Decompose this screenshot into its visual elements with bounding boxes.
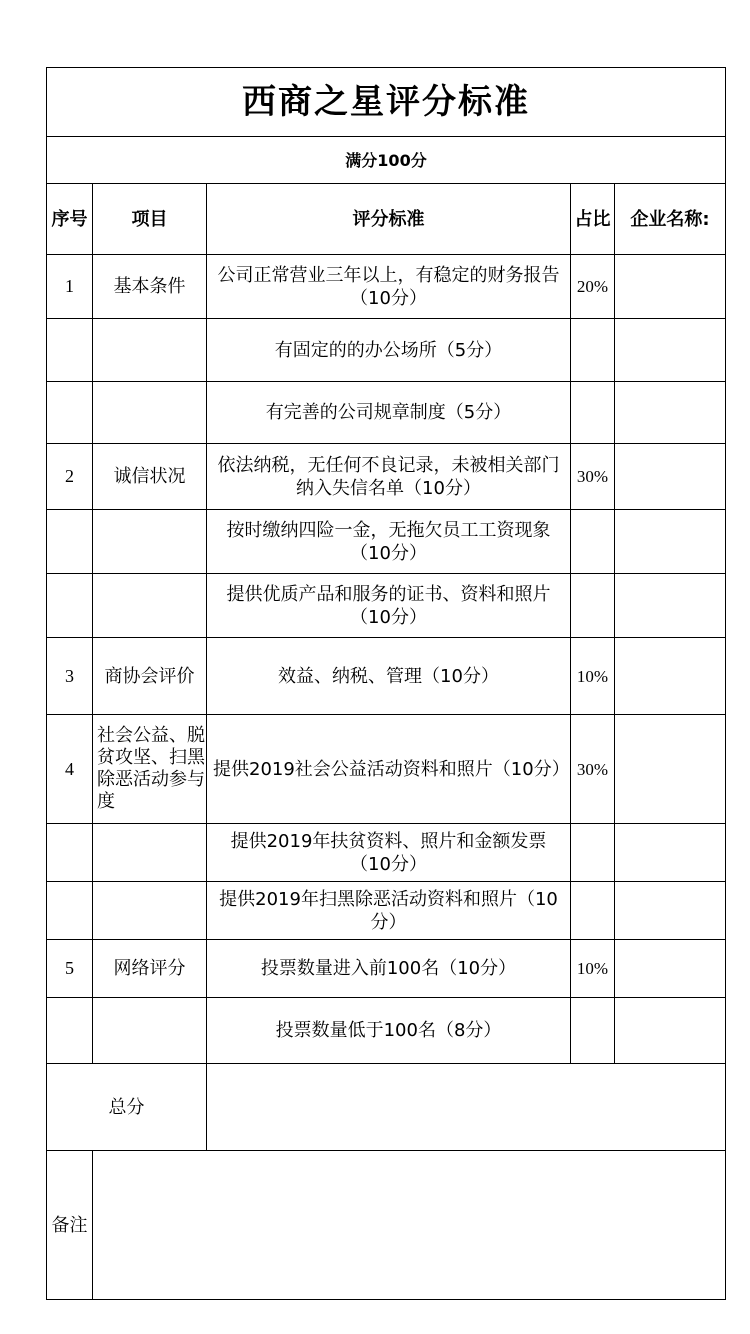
row-no	[47, 824, 93, 882]
full-score-label: 满分100分	[47, 137, 726, 184]
table-row	[47, 444, 726, 510]
row-item: 诚信状况	[93, 444, 207, 510]
scoring-table	[46, 67, 726, 1300]
row-company-cell[interactable]	[615, 715, 726, 824]
row-item	[93, 882, 207, 940]
row-criteria: 依法纳税，无任何不良记录，未被相关部门纳入失信名单（10分）	[207, 444, 571, 510]
row-company-cell[interactable]	[615, 824, 726, 882]
row-criteria: 提供2019年扶贫资料、照片和金额发票（10分）	[207, 824, 571, 882]
row-ratio	[571, 882, 615, 940]
row-item	[93, 574, 207, 638]
row-company-cell[interactable]	[615, 382, 726, 444]
row-ratio	[571, 824, 615, 882]
row-no: 5	[47, 940, 93, 998]
row-company-cell[interactable]	[615, 255, 726, 319]
table-row	[47, 574, 726, 638]
row-no	[47, 574, 93, 638]
row-criteria: 提供2019年扫黑除恶活动资料和照片（10分）	[207, 882, 571, 940]
remarks-content-cell[interactable]	[93, 1151, 726, 1300]
row-item: 网络评分	[93, 940, 207, 998]
row-company-cell[interactable]	[615, 638, 726, 715]
row-ratio	[571, 319, 615, 382]
row-item	[93, 319, 207, 382]
row-company-cell[interactable]	[615, 574, 726, 638]
row-criteria: 有固定的的办公场所（5分）	[207, 319, 571, 382]
row-no	[47, 510, 93, 574]
total-label: 总分	[47, 1064, 207, 1151]
row-item	[93, 998, 207, 1064]
row-criteria: 有完善的公司规章制度（5分）	[207, 382, 571, 444]
row-company-cell[interactable]	[615, 319, 726, 382]
row-ratio: 20%	[571, 255, 615, 319]
row-item	[93, 510, 207, 574]
row-ratio	[571, 574, 615, 638]
table-row	[47, 882, 726, 940]
row-criteria: 公司正常营业三年以上，有稳定的财务报告（10分）	[207, 255, 571, 319]
total-value-cell[interactable]	[207, 1064, 726, 1151]
remarks-row	[47, 1151, 726, 1300]
row-no: 3	[47, 638, 93, 715]
row-no: 1	[47, 255, 93, 319]
header-row	[47, 184, 726, 255]
row-no: 2	[47, 444, 93, 510]
table-row	[47, 382, 726, 444]
row-company-cell[interactable]	[615, 510, 726, 574]
table-row	[47, 510, 726, 574]
row-item: 商协会评价	[93, 638, 207, 715]
header-ratio: 占比	[571, 184, 615, 255]
header-company: 企业名称:	[615, 184, 726, 255]
row-no	[47, 998, 93, 1064]
row-criteria: 提供优质产品和服务的证书、资料和照片（10分）	[207, 574, 571, 638]
row-ratio: 30%	[571, 444, 615, 510]
row-criteria: 按时缴纳四险一金，无拖欠员工工资现象（10分）	[207, 510, 571, 574]
table-row	[47, 255, 726, 319]
page-title: 西商之星评分标准	[47, 68, 726, 137]
header-item: 项目	[93, 184, 207, 255]
table-row	[47, 940, 726, 998]
row-no	[47, 382, 93, 444]
row-company-cell[interactable]	[615, 940, 726, 998]
row-ratio	[571, 382, 615, 444]
row-no: 4	[47, 715, 93, 824]
row-criteria: 提供2019社会公益活动资料和照片（10分）	[207, 715, 571, 824]
row-ratio: 30%	[571, 715, 615, 824]
total-row	[47, 1064, 726, 1151]
row-item	[93, 382, 207, 444]
header-no: 序号	[47, 184, 93, 255]
row-ratio	[571, 998, 615, 1064]
table-row	[47, 715, 726, 824]
remarks-label: 备注	[47, 1151, 93, 1300]
table-row	[47, 824, 726, 882]
row-criteria: 投票数量进入前100名（10分）	[207, 940, 571, 998]
row-no	[47, 319, 93, 382]
row-company-cell[interactable]	[615, 998, 726, 1064]
row-criteria: 效益、纳税、管理（10分）	[207, 638, 571, 715]
table-row	[47, 998, 726, 1064]
row-company-cell[interactable]	[615, 444, 726, 510]
header-criteria: 评分标准	[207, 184, 571, 255]
row-company-cell[interactable]	[615, 882, 726, 940]
row-ratio: 10%	[571, 940, 615, 998]
row-no	[47, 882, 93, 940]
row-ratio: 10%	[571, 638, 615, 715]
table-row	[47, 319, 726, 382]
row-ratio	[571, 510, 615, 574]
row-item	[93, 824, 207, 882]
row-criteria: 投票数量低于100名（8分）	[207, 998, 571, 1064]
row-item: 基本条件	[93, 255, 207, 319]
table-row	[47, 638, 726, 715]
row-item: 社会公益、脱贫攻坚、扫黑除恶活动参与度	[93, 715, 207, 824]
